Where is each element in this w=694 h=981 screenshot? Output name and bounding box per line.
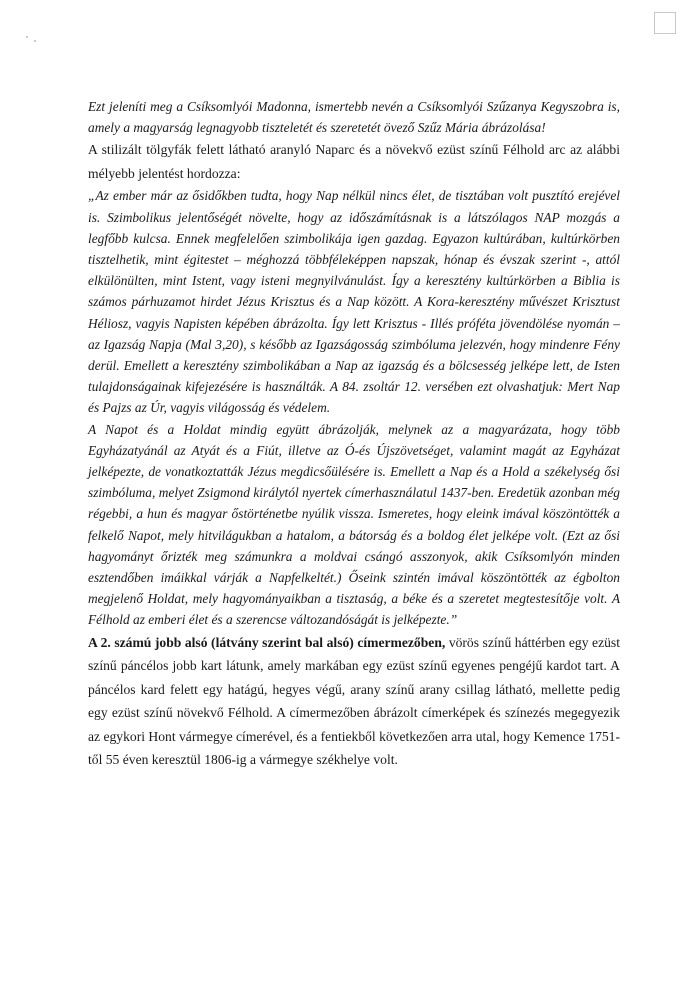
scan-speck [34, 40, 36, 42]
paragraph-cimermezo-2-text: vörös színű háttérben egy ezüst színű páncélos jobb kart látunk, amely markában egy ezüst színű egyenes pengéjű kardot tart. A páncélos kard felett egy hatágú, hegyes végű, arany színű arany csillag látható, mellette pedig egy ezüst színű növekvő Félhold. A címermezőben ábrázolt címerképek és színezés megegyezik az egykori Hont vármegye címerével, és a fentiekből következően arra utal, hogy Kemence 1751-től 55 éven keresztül 1806-ig a vármegye székhelye volt. [88, 634, 620, 768]
paragraph-lead-bold: A 2. számú jobb alsó (látvány szerint bal alsó) címermezőben, [88, 634, 446, 650]
scan-corner-mark [654, 12, 676, 34]
document-body [88, 96, 620, 772]
paragraph-nap-quote: „Az ember már az ősidőkben tudta, hogy Nap nélkül nincs élet, de tisztában volt pusztító erejével is. Szimbolikus jelentőségét növelte, hogy az időszámításnak is a látszólagos NAP mozgás a legfőbb kulcsa. Ennek megfelelően szimbolikája igen gazdag. Egyazon kultúrában, kultúrkörben tisztelhetik, mint égitestet – méghozzá többféleképpen napszak, hónap és évszak szerint -, attól elkülönülten, mint Istent, vagy isteni megnyilvánulást. Így a keresztény kultúrkörben a Biblia is számos párhuzamot hirdet Jézus Krisztus és a Nap között. A Kora-keresztény művészet Krisztust Héliosz, vagyis Napisten képében ábrázolta. Így lett Krisztus - Illés próféta jövendölése nyomán – az Igazság Napja (Mal 3,20), s később az Igazságosság szimbóluma jelezvén, hogy mindenre Fény derül. Emellett a keresztény szimbolikában a Nap az igazság és a bölcsesség jelképe lett, de Isten tulajdonságainak kifejezésére is használták. A 84. zsoltár 12. versében ezt olvashatjuk: Mert Nap és Pajzs az Úr, vagyis világosság és védelem. [88, 188, 620, 416]
paragraph-nap-hold-quote: A Napot és a Holdat mindig együtt ábrázolják, melynek az a magyarázata, hogy több Egyházatyánál az Atyát és a Fiút, illetve az Ó-és Újszövetséget, valamint magát az Egyházat jelképezte, de vonatkoztatták Jézus megdicsőülésére is. Emellett a Nap és a Hold a székelység ősi szimbóluma, melyet Zsigmond királytól nyertek címerhasználatul 1437-ben. Eredetük azonban még régebbi, a hun és magyar őstörténetbe nyúlik vissza. Ismeretes, hogy eleink imával köszöntötték a felkelő Napot, mely hitvilágukban a hatalom, a bátorság és a boldog élet jelképe volt. (Ezt az ősi hagyományt őrizték meg számunkra a moldvai csángó asszonyok, akik Csíksomlyón minden esztendőben imáikkal várják a Napfelkeltét.) Őseink szintén imával köszöntötték az égbolton megjelenő Holdat, mely hagyományaikban a tisztaság, a béke és a szeretet megtestesítője volt. A Félhold az emberi élet és a szerencse változandóságát is jelképezte.” [88, 421, 620, 628]
scan-speck [26, 36, 28, 38]
paragraph-cimermezo-2 [88, 631, 620, 772]
paragraph-madonna: Ezt jeleníti meg a Csíksomlyói Madonna, ismertebb nevén a Csíksomlyói Szűzanya Kegyszobra is, amely a magyarság legnagyobb tiszteletét és szeretetét övező Szűz Mária ábrázolása! [88, 99, 620, 136]
paragraph-naparc-intro: A stilizált tölgyfák felett látható aranyló Naparc és a növekvő ezüst színű Félhold arc az alábbi mélyebb jelentést hordozza: [88, 142, 620, 181]
